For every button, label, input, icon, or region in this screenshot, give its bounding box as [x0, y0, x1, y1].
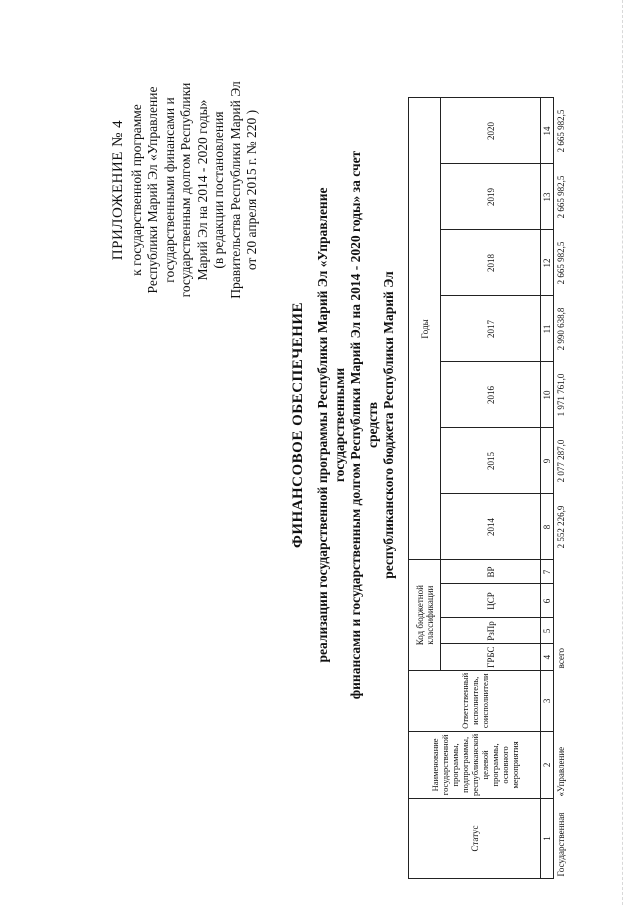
appendix-line: Республики Марий Эл «Управление [145, 86, 160, 294]
row-value: 2 665 982,5 [555, 241, 566, 285]
column-number: 3 [541, 670, 554, 731]
header-year: 2014 [441, 494, 541, 560]
appendix-line: Правительства Республики Марий Эл [227, 81, 243, 299]
row-value: 2 552 226,9 [555, 505, 566, 549]
appendix-line: государственным долгом Республики [178, 82, 193, 298]
column-number: 10 [541, 362, 554, 428]
header-code: РзПр [441, 618, 541, 644]
column-number: 4 [541, 644, 554, 670]
column-number: 7 [541, 560, 554, 584]
row-name: «Управление [555, 746, 566, 797]
row-status: Государственная [555, 812, 566, 877]
header-name: Наименование государственной программы, подпрограммы, республиканской целевой программы, основного мероприятия [409, 731, 541, 798]
header-executor: Ответственный исполнитель, соисполнители [409, 670, 541, 731]
row-executor [554, 670, 568, 731]
column-number: 12 [541, 230, 554, 296]
document-title [290, 145, 398, 705]
column-number: 14 [541, 98, 554, 164]
column-number: 1 [541, 799, 554, 879]
header-years-group: Годы [409, 98, 441, 560]
header-year: 2016 [441, 362, 541, 428]
header-code: ВР [441, 560, 541, 584]
column-number: 9 [541, 428, 554, 494]
document-subtitle-line: республиканского бюджета Республики Марий Эл [381, 271, 396, 579]
appendix-line: (в редакции постановления [211, 111, 226, 269]
appendix-line: государственными финансами и [161, 97, 177, 283]
header-status: Статус [409, 799, 541, 879]
appendix-line: к государственной программе [128, 104, 144, 276]
document-subtitle-line: финансами и государственным долгом Республики Марий Эл на 2014 - 2020 годы» за счет средств [348, 150, 380, 700]
appendix-title: ПРИЛОЖЕНИЕ № 4 [110, 119, 126, 261]
row-code-label: всего [555, 648, 566, 669]
header-code: ГРБС [441, 644, 541, 670]
column-number: 8 [541, 494, 554, 560]
row-value: 1 971 761,0 [555, 373, 566, 417]
document-heading: ФИНАНСОВОЕ ОБЕСПЕЧЕНИЕ [290, 301, 306, 549]
column-number: 11 [541, 296, 554, 362]
row-value: 2 665 982,5 [555, 175, 566, 219]
scan-edge-line [622, 0, 623, 905]
header-year: 2015 [441, 428, 541, 494]
column-number-row [541, 98, 554, 879]
document-subtitle-line: реализации государственной программы Республики Марий Эл «Управление государственными [315, 187, 347, 663]
financing-table [408, 97, 568, 879]
column-number: 13 [541, 164, 554, 230]
header-year: 2018 [441, 230, 541, 296]
header-code: ЦСР [441, 584, 541, 618]
row-value: 2 990 638,8 [555, 307, 566, 351]
appendix-line: от 20 апреля 2015 г. № 220 ) [244, 109, 259, 271]
header-year: 2019 [441, 164, 541, 230]
appendix-line: Марий Эл на 2014 - 2020 годы» [194, 99, 210, 281]
column-number: 5 [541, 618, 554, 644]
row-value: 2 665 982,5 [555, 109, 566, 153]
row-value: 2 077 287,0 [555, 439, 566, 483]
header-code-group: Код бюджетной классификации [409, 560, 441, 670]
table-row [554, 98, 568, 879]
column-number: 6 [541, 584, 554, 618]
appendix-block [110, 40, 261, 340]
header-year: 2017 [441, 296, 541, 362]
column-number: 2 [541, 731, 554, 798]
header-year: 2020 [441, 98, 541, 164]
